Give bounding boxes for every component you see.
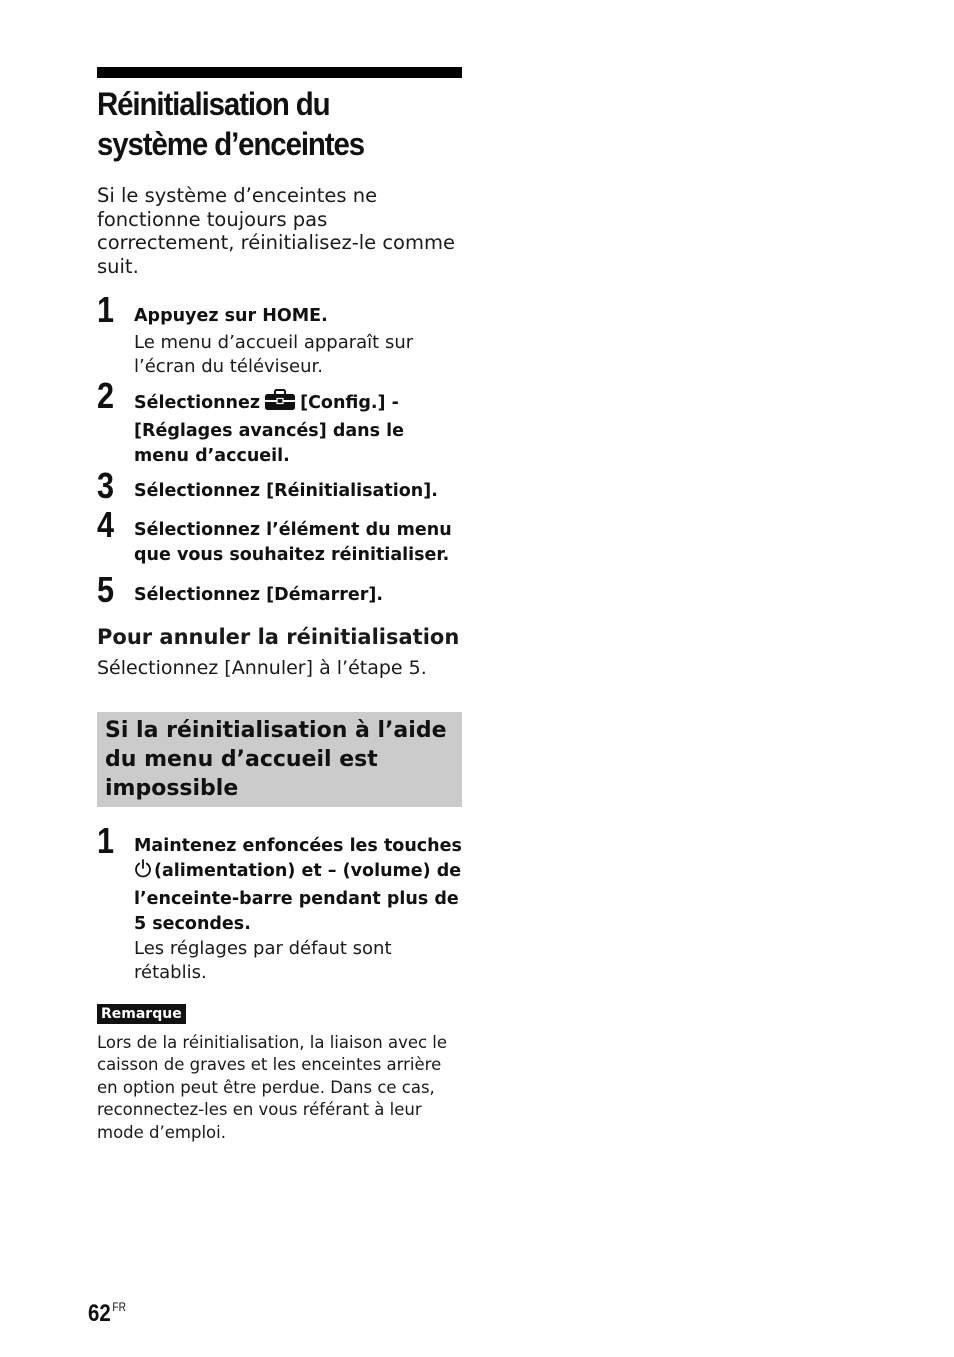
- note-label: Remarque: [97, 1004, 186, 1024]
- step-result: Le menu d’accueil apparaît sur l’écran du téléviseur.: [134, 332, 414, 377]
- page-title-line1: Réinitialisation du: [97, 86, 330, 122]
- step-instruction: [134, 389, 464, 469]
- step-instruction: Sélectionnez [Réinitialisation].: [134, 481, 438, 501]
- step-instruction: [134, 834, 464, 937]
- page-number: [88, 1292, 126, 1329]
- step-instruction: Appuyez sur HOME.: [134, 306, 328, 326]
- step-number: 4: [97, 504, 115, 545]
- title-rule: [97, 67, 462, 78]
- step-number: 1: [97, 289, 115, 330]
- step-number: 2: [97, 375, 115, 416]
- cancel-heading: Pour annuler la réinitialisation: [97, 625, 460, 649]
- step-instruction-prefix: Maintenez enfoncées les touches: [134, 836, 462, 856]
- step-number: 1: [97, 820, 115, 861]
- page-language: FR: [112, 1300, 126, 1314]
- section-heading-box: [97, 712, 462, 807]
- step-instruction: Sélectionnez l’élément du menu que vous souhaitez réinitialiser.: [134, 520, 452, 565]
- page-number-value: 62: [88, 1300, 111, 1327]
- step-number: 5: [97, 569, 115, 610]
- section-heading: Si la réinitialisation à l’aide du menu d’accueil est impossible: [105, 718, 447, 801]
- toolbox-icon: [264, 389, 296, 419]
- step-instruction: Sélectionnez [Démarrer].: [134, 585, 384, 605]
- power-icon: [134, 859, 152, 887]
- page-title: [97, 84, 447, 164]
- step-number: 3: [97, 465, 115, 506]
- intro-text: Si le système d’enceintes ne fonctionne toujours pas correctement, réinitialisez-le comme suit.: [97, 184, 455, 278]
- page-title-line2: système d’enceintes: [97, 126, 365, 162]
- step-instruction-body: (alimentation) et – (volume) de l’enceinte-barre pendant plus de 5 secondes.: [134, 861, 462, 934]
- step-result: Les réglages par défaut sont rétablis.: [134, 938, 392, 983]
- step-instruction-suffix: [Config.] - [Réglages avancés] dans le menu d’accueil.: [134, 393, 404, 466]
- cancel-body: Sélectionnez [Annuler] à l’étape 5.: [97, 657, 427, 679]
- note-body: Lors de la réinitialisation, la liaison avec le caisson de graves et les enceintes arrière en option peut être perdue. Dans ce cas, reconnectez-les en vous référant à leur mode d’emploi.: [97, 1033, 448, 1142]
- step-instruction-prefix: Sélectionnez: [134, 393, 261, 413]
